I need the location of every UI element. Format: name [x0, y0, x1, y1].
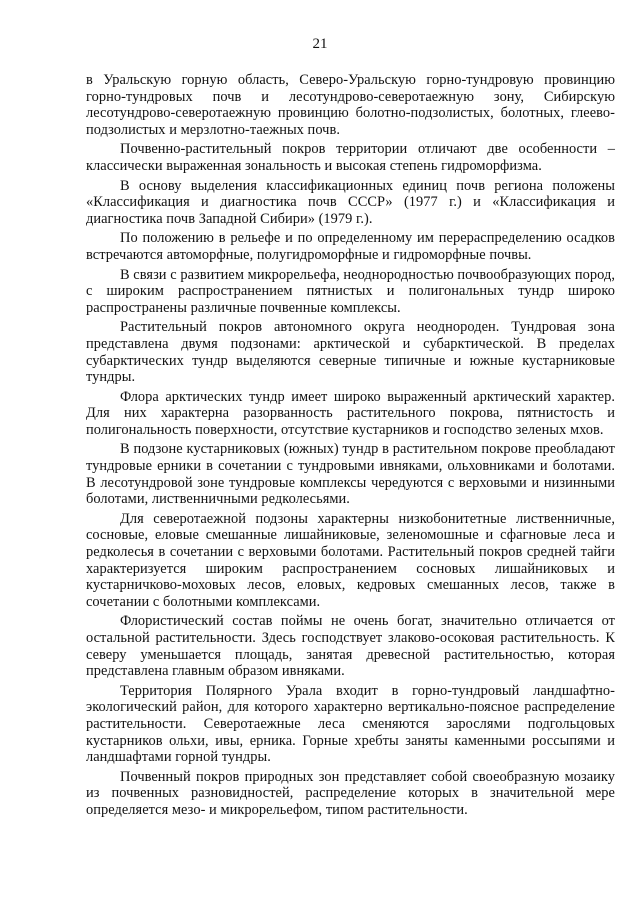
paragraph-relief-position: По положению в рельефе и по определенному им перераспределению осадков встречаются автоморфные, полугидроморфные и гидроморфные почвы.: [86, 230, 615, 263]
paragraph-vegetation-cover: Растительный покров автономного округа неоднороден. Тундровая зона представлена двумя подзонами: арктической и субарктической. В пределах субарктических тундр выделяются северные типичные и южные кустарниковые тундры.: [86, 319, 615, 386]
paragraph-floodplain-flora: Флористический состав поймы не очень богат, значительно отличается от остальной растительности. Здесь господствует злаково-осоковая растительность. К северу уменьшается площадь, занятая древесной растительностью, которая представлена главным образом ивняками.: [86, 613, 615, 680]
paragraph-polar-urals: Территория Полярного Урала входит в горно-тундровый ландшафтно-экологический район, для которого характерно вертикально-поясное распределение растительности. Северотаежные леса сменяются зарослями подгольцовых кустарников ольхи, ивы, ерника. Горные хребты заняты каменными россыпями и ландшафтами горной тундры.: [86, 682, 615, 766]
paragraph-soil-vegetation-features: Почвенно-растительный покров территории отличают две особенности – классически выраженная зональность и высокая степень гидроморфизма.: [86, 141, 615, 174]
page-number: 21: [312, 36, 328, 52]
paragraph-continuation: в Уральскую горную область, Северо-Уральскую горно-тундровую провинцию горно-тундровых почв и лесотундрово-северотаежную зону, Сибирскую лесотундрово-северотаежную провинцию болотно-подзолистых, болотных, глеево-подзолистых и мерзлотно-таежных почв.: [86, 72, 615, 138]
paragraph-soil-complexes: В связи с развитием микрорельефа, неоднородностью почвообразующих пород, с широким распространением пятнистых и полигональных тундр широко распространены различные почвенные комплексы.: [86, 266, 615, 316]
paragraph-classification-basis: В основу выделения классификационных единиц почв региона положены «Классификация и диагностика почв СССР» (1977 г.) и «Классификация и диагностика почв Западной Сибири» (1979 г.).: [86, 177, 615, 227]
paragraph-northern-taiga: Для северотаежной подзоны характерны низкобонитетные лиственничные, сосновые, еловые смешанные лишайниковые, зеленомошные и сфагновые леса и редколесья в сочетании с верховыми болотами. Растительный покров средней тайги характеризуется широким распространением сосновых лишайниковых и кустарничково-моховых лесов, еловых, кедровых смешанных лесов, также в сочетании с болотными комплексами.: [86, 510, 615, 610]
body-text: [86, 72, 615, 822]
paragraph-arctic-tundra-flora: Флора арктических тундр имеет широко выраженный арктический характер. Для них характерна разорванность растительного покрова, пятнистость и полигональность поверхности, отсутствие кустарников и господство зеленых мхов.: [86, 388, 615, 438]
paragraph-soil-mosaic: Почвенный покров природных зон представляет собой своеобразную мозаику из почвенных разновидностей, распределение которых в значительной мере определяется мезо- и микрорельефом, типом растительности.: [86, 768, 615, 818]
paragraph-shrub-tundra-subzone: В подзоне кустарниковых (южных) тундр в растительном покрове преобладают тундровые ерники в сочетании с тундровыми ивняками, ольховниками и болотами. В лесотундровой зоне тундровые комплексы чередуются с верховыми и низинными болотами, лиственничными редколесьями.: [86, 441, 615, 508]
